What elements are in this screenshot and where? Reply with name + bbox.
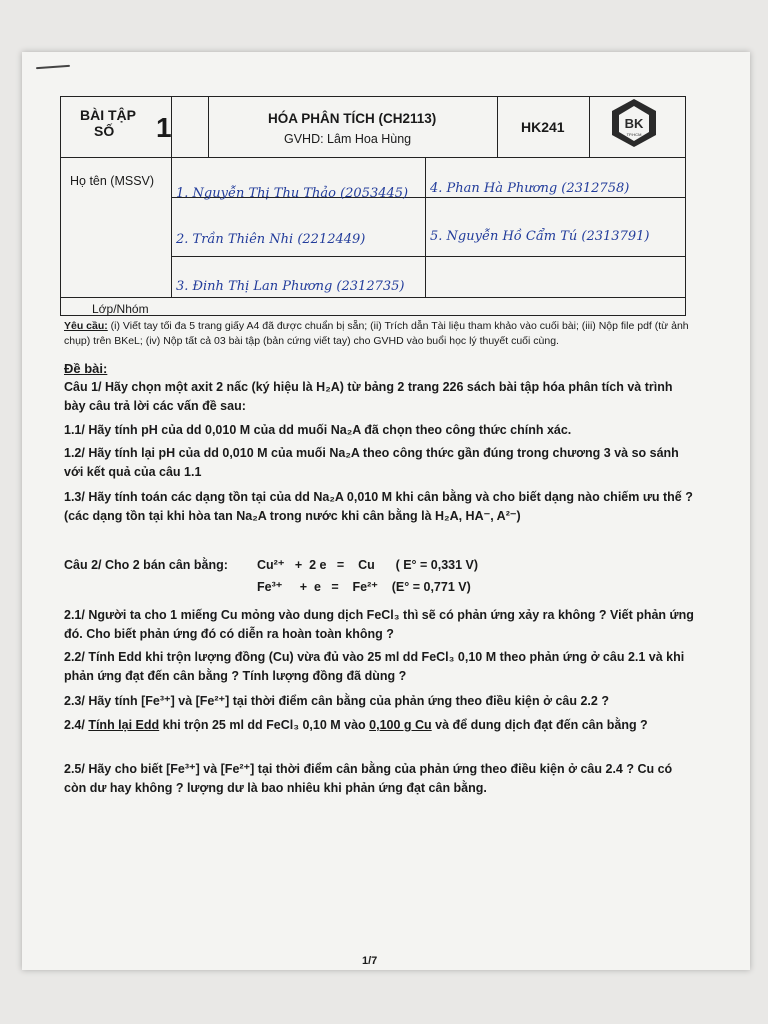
so-label: SỐ: [94, 123, 115, 139]
question-2-2: 2.2/ Tính Edd khi trộn lượng đồng (Cu) vừa đủ vào 25 ml dd FeCl₃ 0,10 M theo phản ứng ở câu 2.1 và khi phản ứng đạt đến cân bằng ? Tính lượng đồng đã dùng ?: [64, 650, 685, 683]
logo-sub-text: TP.HCM: [626, 132, 642, 137]
q24-underlined-2: 0,100 g Cu: [369, 718, 432, 732]
course-title: HÓA PHÂN TÍCH (CH2113): [268, 111, 437, 126]
requirements: [64, 319, 694, 349]
question-2-1: 2.1/ Người ta cho 1 miếng Cu mỏng vào dung dịch FeCl₃ thì sẽ có phản ứng xảy ra không ? Viết phản ứng đó. Cho biết phản ứng đó có diễn ra hoàn toàn không ?: [64, 608, 694, 641]
question-1-3: 1.3/ Hãy tính toán các dạng tồn tại của dd Na₂A 0,010 M khi cân bằng và cho biết dạng nào chiếm ưu thế ? (các dạng tồn tại khi hòa tan Na₂A trong nước khi cân bằng là H₂A, HA⁻, A²⁻): [64, 490, 693, 523]
question-2-3: 2.3/ Hãy tính [Fe³⁺] và [Fe²⁺] tại thời điểm cân bằng của phản ứng theo điều kiện ở câu 2.2 ?: [64, 694, 609, 708]
question-1: Câu 1/ Hãy chọn một axit 2 nấc (ký hiệu là H₂A) từ bảng 2 trang 226 sách bài tập hóa phân tích và trình bày câu trả lời các vấn đề sau:: [64, 380, 673, 413]
bai-tap-label: BÀI TẬP: [80, 107, 136, 123]
question-2-5: 2.5/ Hãy cho biết [Fe³⁺] và [Fe²⁺] tại thời điểm cân bằng của phản ứng theo điều kiện ở câu 2.4 ? Cu có còn dư hay không ? lượng dư là bao nhiêu khi phản ứng đạt cân bằng.: [64, 762, 673, 795]
requirements-title: Yêu cầu:: [64, 320, 108, 332]
students-label: Họ tên (MSSV): [70, 174, 155, 188]
de-bai-heading: [64, 359, 694, 378]
question-1-2: 1.2/ Hãy tính lại pH của dd 0,010 M của muối Na₂A theo công thức gần đúng trong chương 3 và so sánh với kết quả của câu 1.1: [64, 446, 679, 479]
student-4: 4. Phan Hà Phương (2312758): [430, 181, 630, 196]
instructor-name: GVHD: Lâm Hoa Hùng: [284, 132, 412, 146]
table-divider: [60, 157, 686, 158]
de-bai-text: Đề bài:: [64, 361, 108, 376]
q24-underlined: Tính lại Edd: [88, 718, 160, 732]
question-2-intro: Câu 2/ Cho 2 bán cân bằng:: [64, 558, 228, 572]
q24-suffix: và để dung dịch đạt đến cân bằng ?: [431, 718, 648, 732]
table-divider: [171, 256, 686, 257]
table-divider: [589, 96, 590, 157]
student-3: 3. Đinh Thị Lan Phương (2312735): [176, 279, 405, 294]
table-divider: [425, 157, 426, 297]
student-5: 5. Nguyễn Hồ Cẩm Tú (2313791): [430, 229, 650, 244]
table-divider: [208, 96, 209, 157]
student-1: 1. Nguyễn Thị Thu Thảo (2053445): [176, 186, 409, 201]
q24-prefix: 2.4/: [64, 718, 89, 732]
question-1-1: 1.1/ Hãy tính pH của dd 0,010 M của dd muối Na₂A đã chọn theo công thức chính xác.: [64, 423, 572, 437]
term-label: HK241: [521, 119, 565, 135]
assignment-number: 1: [156, 112, 172, 143]
bk-logo-icon: [611, 98, 657, 148]
class-label: Lớp/Nhóm: [92, 302, 149, 316]
table-divider: [497, 96, 498, 157]
question-2-equation-1: Cu²⁺ + 2 e = Cu ( E° = 0,331 V): [257, 558, 479, 572]
page-number: 1/7: [362, 955, 378, 967]
logo-text: BK: [624, 116, 644, 131]
requirements-text: (i) Viết tay tối đa 5 trang giấy A4 đã được chuẩn bị sẵn; (ii) Trích dẫn Tài liệu tham khảo vào cuối bài; (iii) Nộp file pdf (từ ảnh chụp) trên BKeL; (iv) Nộp tất cả 03 bài tập (bản cứng viết tay) cho GVHD vào buổi học lý thuyết cuối cùng.: [64, 320, 689, 347]
student-2: 2. Trần Thiên Nhi (2212449): [176, 232, 366, 247]
table-divider: [60, 297, 686, 298]
q24-mid: khi trộn 25 ml dd FeCl₃ 0,10 M vào: [159, 718, 370, 732]
question-2-equation-2: Fe³⁺ + e = Fe²⁺ (E° = 0,771 V): [257, 580, 471, 594]
question-2-4: [64, 716, 694, 735]
